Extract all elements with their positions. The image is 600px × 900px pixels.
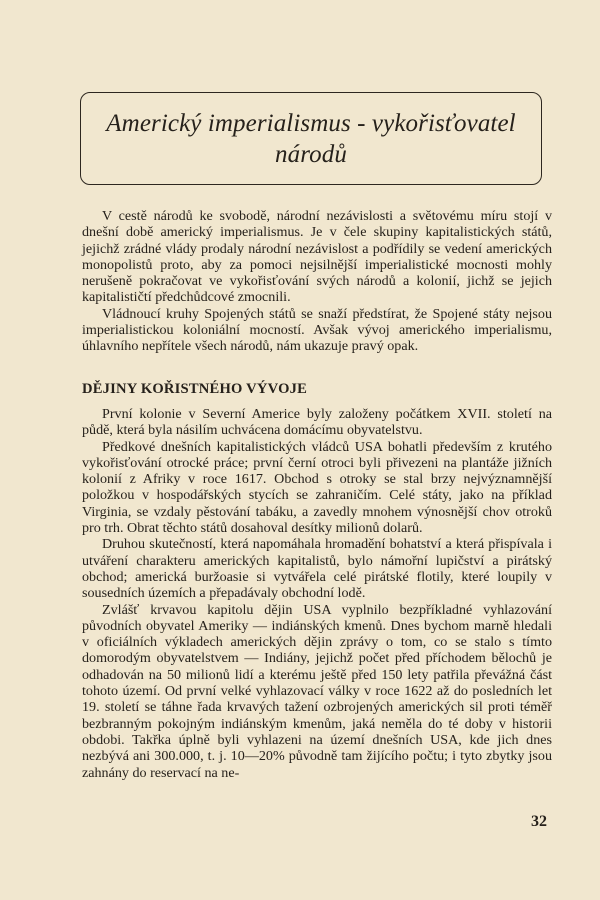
paragraph: Zvlášť krvavou kapitolu dějin USA vyplnilo bezpříkladné vyhlazování původních obyvatel Ameriky — indiánských kmenů. Dnes bychom marně hledali v oficiálních výkladech amerických dějin zprávy o tom, co se stalo s tímto domorodým obyvatelstvem — Indiány, jejichž počet před příchodem bělochů je odhadován na 50 milionů lidí a kterému ještě před 150 lety patřila převážná část tohoto území. Od první velké vyhlazovací války v roce 1622 až do posledních let 19. století se táhne řada krvavých tažení ozbrojených amerických sil proti téměř bezbranným pokojným indiánským kmenům, jaká neměla do té doby v historii obdobi. Takřka úplně byli vyhlazeni na území dnešních USA, kde jich dnes nezbývá ani 300.000, t. j. 10—20% původně tam žijícího počtu; i tyto zbytky jsou zahnány do reservací na ne- <box>82 601 552 781</box>
body-text <box>82 208 552 781</box>
chapter-title-line-2: národů <box>275 140 347 168</box>
page-number: 32 <box>531 813 547 830</box>
paragraph: Předkové dnešních kapitalistických vládců USA bohatli především z krutého vykořisťování otrocké práce; první černí otroci byli přivezeni na plantáže jižních kolonií z Afriky v roce 1617. Obchod s otroky se stal brzy nejvýznamnější položkou v hospodářských stycích se zahraničím. Celé státy, jako na příklad Virginia, se vzdaly pěstování tabáku, a zavedly mnohem výnosnější chov otroků pro trh. Obrat těchto států dosahoval desítky milionů dolarů. <box>82 438 552 537</box>
paragraph: První kolonie v Severní Americe byly založeny počátkem XVII. století na půdě, která byla násilím uchvácena domácímu obyvatelstvu. <box>82 405 552 439</box>
chapter-title-line-1: Americký imperialismus - vykořisťovatel <box>106 109 516 137</box>
paragraph: V cestě národů ke svobodě, národní nezávislosti a světovému míru stojí v dnešní době americký imperialismus. Je v čele skupiny kapitalistických států, jejichž zrádné vlády prodaly národní nezávislost a podřídily se vedení amerických monopolistů proto, aby za pomoci nejsilnější imperialistické mocnosti mohly nerušeně pokračovat ve vykořisťování svých národů a kolonií, jichž se jejich kapitalističtí předchůdcové zmocnili. <box>82 208 552 306</box>
paragraph: Druhou skutečností, která napomáhala hromadění bohatství a která přispívala i utváření charakteru amerických kapitalistů, bylo námořní lupičství a pirátský obchod; americká buržoasie si vytvářela celé pirátské flotily, které loupily v sousedních územích a přepadávaly obchodní lodě. <box>82 536 552 602</box>
chapter-title-box <box>80 92 542 185</box>
section-heading: DĚJINY KOŘISTNÉHO VÝVOJE <box>82 380 308 397</box>
paragraph: Vládnoucí kruhy Spojených států se snaží předstírat, že Spojené státy nejsou imperialistickou koloniální mocností. Avšak vývoj amerického imperialismu, úhlavního nepřítele všech národů, nám ukazuje pravý opak. <box>82 305 552 355</box>
